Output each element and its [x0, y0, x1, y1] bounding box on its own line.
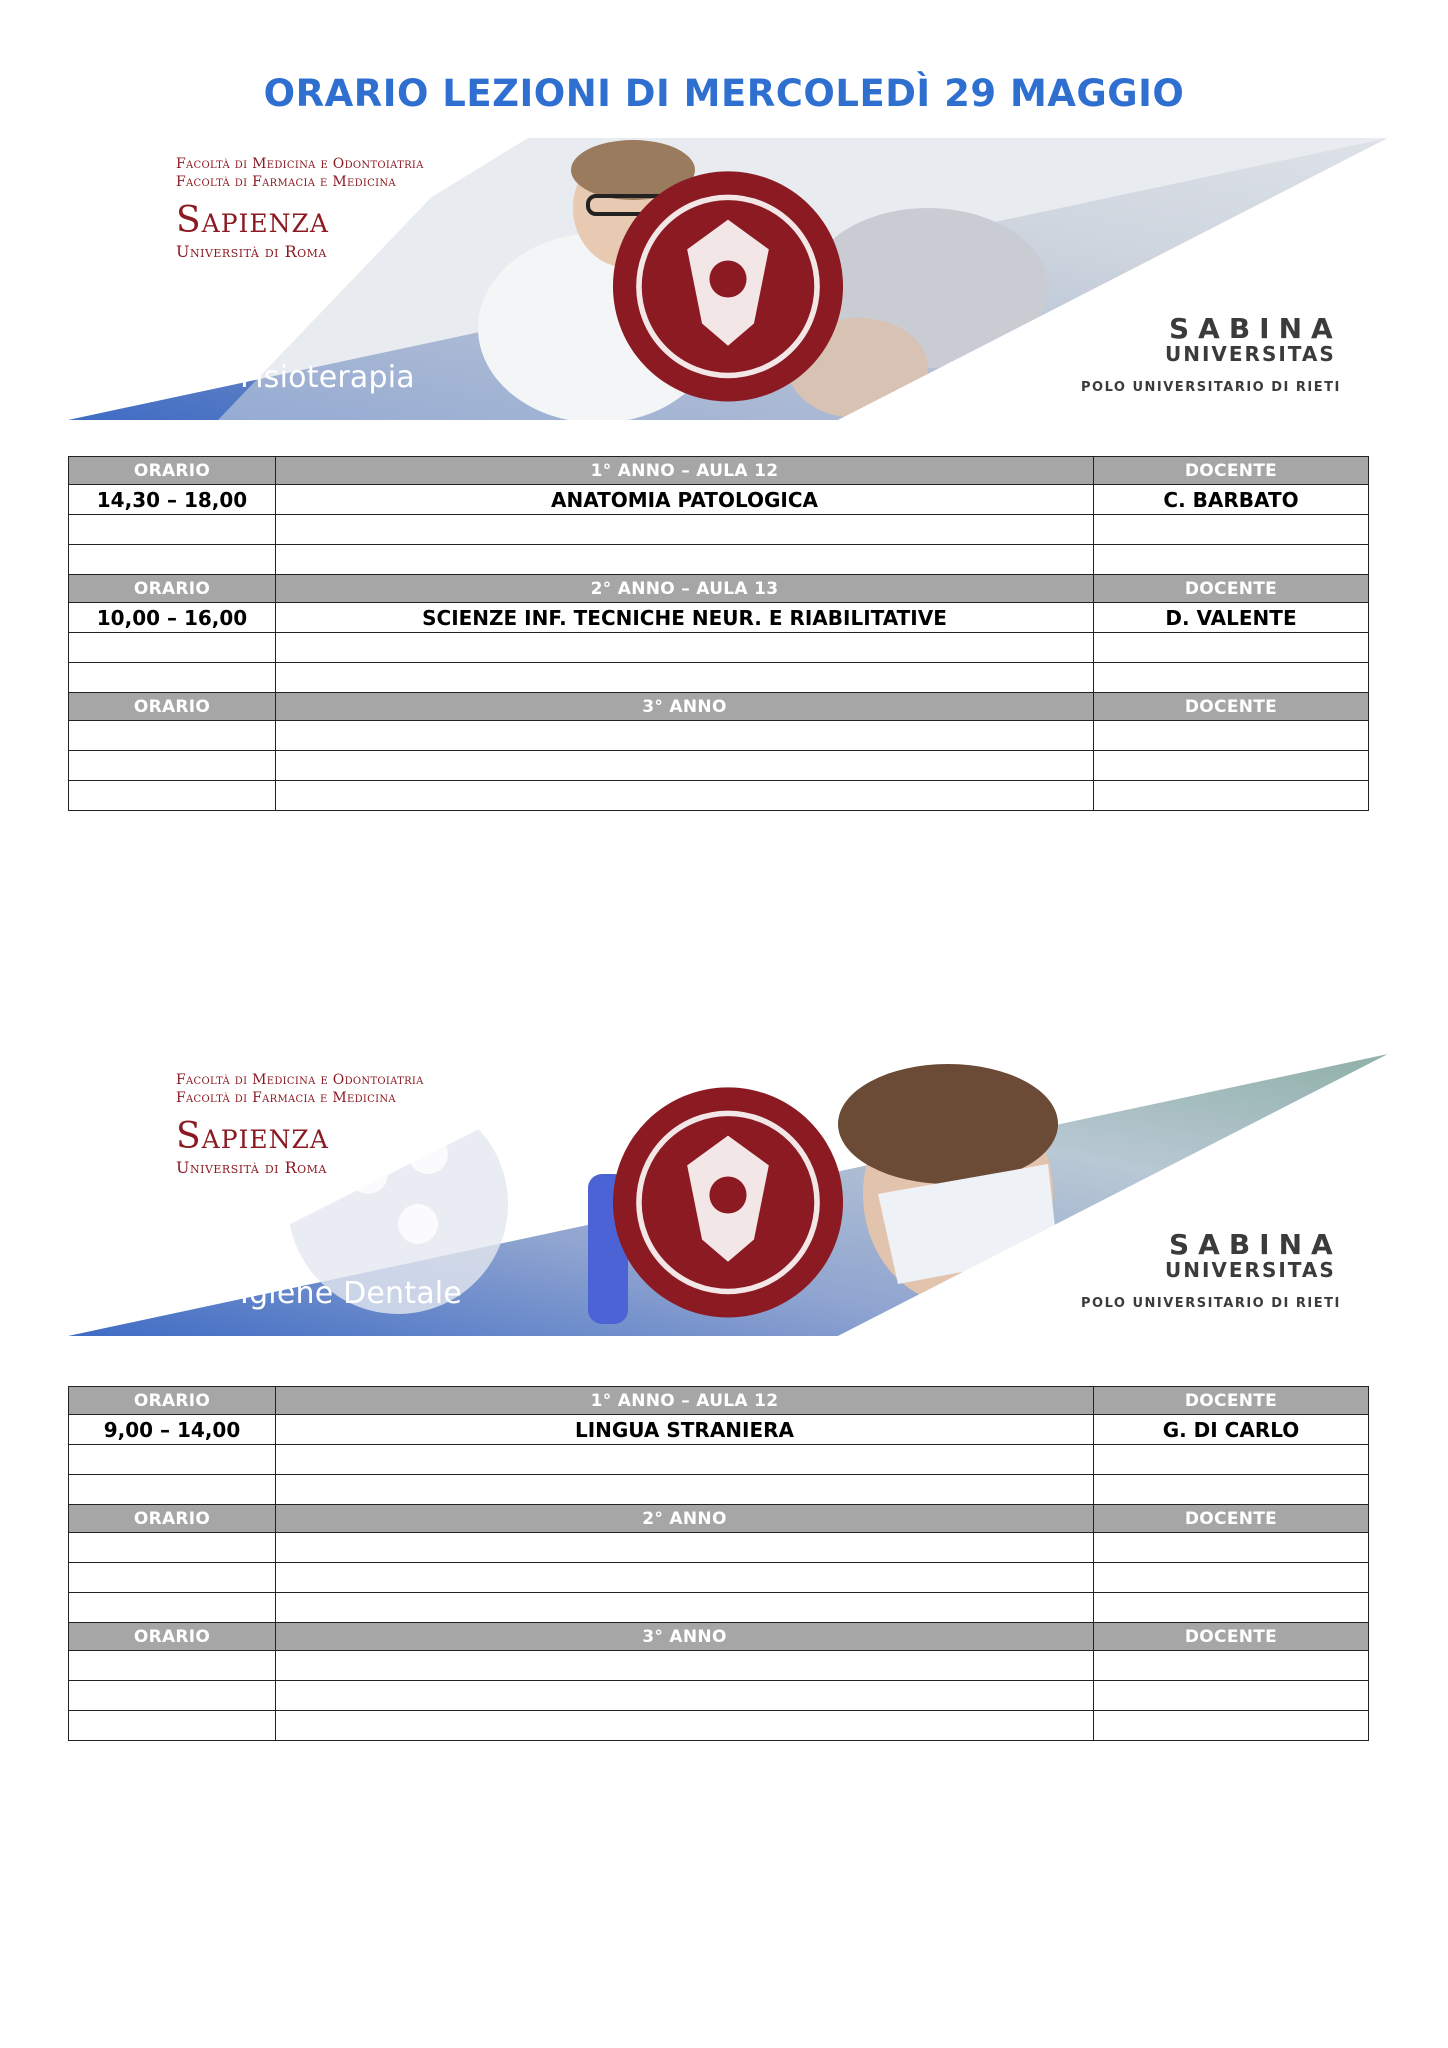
teacher-cell	[1094, 663, 1369, 693]
header-cell: DOCENTE	[1094, 1623, 1369, 1651]
teacher-cell: C. BARBATO	[1094, 485, 1369, 515]
table-header-row	[69, 1623, 1369, 1651]
table-row	[69, 1593, 1369, 1623]
teacher-cell	[1094, 1711, 1369, 1741]
partner-subtitle: UNIVERSITAS	[1165, 342, 1336, 366]
header-cell: DOCENTE	[1094, 1387, 1369, 1415]
table-row	[69, 1415, 1369, 1445]
subject-cell	[276, 1593, 1094, 1623]
faculty-line-1: Facoltà di Medicina e Odontoiatria	[176, 156, 424, 172]
table-row	[69, 1533, 1369, 1563]
time-cell	[69, 1711, 276, 1741]
time-cell	[69, 751, 276, 781]
partner-name: SABINA	[1169, 312, 1342, 345]
teacher-cell: D. VALENTE	[1094, 603, 1369, 633]
time-cell: 10,00 – 16,00	[69, 603, 276, 633]
time-cell	[69, 1533, 276, 1563]
teacher-cell: G. DI CARLO	[1094, 1415, 1369, 1445]
partner-name: SABINA	[1169, 1228, 1342, 1261]
teacher-cell	[1094, 751, 1369, 781]
subject-cell	[276, 663, 1094, 693]
partner-polo: POLO UNIVERSITARIO DI RIETI	[1081, 1296, 1341, 1311]
time-cell	[69, 1593, 276, 1623]
subject-cell	[276, 781, 1094, 811]
table-row	[69, 633, 1369, 663]
time-cell	[69, 1563, 276, 1593]
table-header-row	[69, 1505, 1369, 1533]
teacher-cell	[1094, 1593, 1369, 1623]
header-cell: 1° ANNO – AULA 12	[276, 1387, 1094, 1415]
time-cell	[69, 633, 276, 663]
table-row	[69, 751, 1369, 781]
header-cell: 2° ANNO – AULA 13	[276, 575, 1094, 603]
university-subtitle: Università di Roma	[176, 1158, 327, 1177]
course-name: Igiene Dentale	[240, 1276, 462, 1311]
time-cell	[69, 721, 276, 751]
university-subtitle: Università di Roma	[176, 242, 327, 261]
time-cell: 14,30 – 18,00	[69, 485, 276, 515]
header-cell: ORARIO	[69, 693, 276, 721]
table-row	[69, 1711, 1369, 1741]
header-cell: ORARIO	[69, 1623, 276, 1651]
table-row	[69, 1445, 1369, 1475]
header-cell: ORARIO	[69, 457, 276, 485]
teacher-cell	[1094, 545, 1369, 575]
header-cell: DOCENTE	[1094, 1505, 1369, 1533]
partner-subtitle: UNIVERSITAS	[1165, 1258, 1336, 1282]
subject-cell	[276, 1445, 1094, 1475]
teacher-cell	[1094, 633, 1369, 663]
header-cell: 1° ANNO – AULA 12	[276, 457, 1094, 485]
header-cell: DOCENTE	[1094, 575, 1369, 603]
table-header-row	[69, 457, 1369, 485]
table-row	[69, 781, 1369, 811]
time-cell	[69, 545, 276, 575]
faculty-line-2: Facoltà di Farmacia e Medicina	[176, 174, 396, 190]
table-row	[69, 663, 1369, 693]
page-title: ORARIO LEZIONI DI MERCOLEDÌ 29 MAGGIO	[263, 72, 1185, 115]
table-row	[69, 1651, 1369, 1681]
subject-cell: SCIENZE INF. TECNICHE NEUR. E RIABILITATIVE	[276, 603, 1094, 633]
time-cell	[69, 663, 276, 693]
faculty-line-2: Facoltà di Farmacia e Medicina	[176, 1090, 396, 1106]
header-cell: DOCENTE	[1094, 457, 1369, 485]
subject-cell: LINGUA STRANIERA	[276, 1415, 1094, 1445]
time-cell	[69, 1445, 276, 1475]
header-cell: ORARIO	[69, 575, 276, 603]
teacher-cell	[1094, 1681, 1369, 1711]
header-cell: ORARIO	[69, 1387, 276, 1415]
course-banner	[68, 138, 1388, 420]
time-cell	[69, 1651, 276, 1681]
table-row	[69, 515, 1369, 545]
sabina-logo	[1071, 1226, 1371, 1316]
table-header-row	[69, 1387, 1369, 1415]
table-row	[69, 603, 1369, 633]
subject-cell	[276, 1475, 1094, 1505]
table-row	[69, 485, 1369, 515]
table-header-row	[69, 575, 1369, 603]
subject-cell	[276, 1533, 1094, 1563]
subject-cell: ANATOMIA PATOLOGICA	[276, 485, 1094, 515]
teacher-cell	[1094, 781, 1369, 811]
header-cell: DOCENTE	[1094, 693, 1369, 721]
subject-cell	[276, 721, 1094, 751]
subject-cell	[276, 1651, 1094, 1681]
course-name: Fisioterapia	[240, 360, 415, 395]
university-name: Sapienza	[176, 1116, 329, 1157]
schedule-table	[68, 456, 1369, 811]
subject-cell	[276, 1711, 1094, 1741]
teacher-cell	[1094, 721, 1369, 751]
time-cell	[69, 515, 276, 545]
teacher-cell	[1094, 515, 1369, 545]
table-row	[69, 1681, 1369, 1711]
header-cell: 3° ANNO	[276, 1623, 1094, 1651]
table-row	[69, 545, 1369, 575]
schedule-table	[68, 1386, 1369, 1741]
subject-cell	[276, 545, 1094, 575]
time-cell	[69, 1681, 276, 1711]
faculty-line-1: Facoltà di Medicina e Odontoiatria	[176, 1072, 424, 1088]
university-name: Sapienza	[176, 200, 329, 241]
table-header-row	[69, 693, 1369, 721]
header-cell: ORARIO	[69, 1505, 276, 1533]
teacher-cell	[1094, 1563, 1369, 1593]
time-cell	[69, 781, 276, 811]
subject-cell	[276, 515, 1094, 545]
sabina-logo	[1071, 310, 1371, 400]
table-row	[69, 1563, 1369, 1593]
header-cell: 3° ANNO	[276, 693, 1094, 721]
subject-cell	[276, 1681, 1094, 1711]
teacher-cell	[1094, 1445, 1369, 1475]
teacher-cell	[1094, 1651, 1369, 1681]
time-cell: 9,00 – 14,00	[69, 1415, 276, 1445]
teacher-cell	[1094, 1533, 1369, 1563]
table-row	[69, 1475, 1369, 1505]
header-cell: 2° ANNO	[276, 1505, 1094, 1533]
table-row	[69, 721, 1369, 751]
course-banner	[68, 1054, 1388, 1336]
teacher-cell	[1094, 1475, 1369, 1505]
partner-polo: POLO UNIVERSITARIO DI RIETI	[1081, 380, 1341, 395]
subject-cell	[276, 1563, 1094, 1593]
subject-cell	[276, 633, 1094, 663]
time-cell	[69, 1475, 276, 1505]
subject-cell	[276, 751, 1094, 781]
